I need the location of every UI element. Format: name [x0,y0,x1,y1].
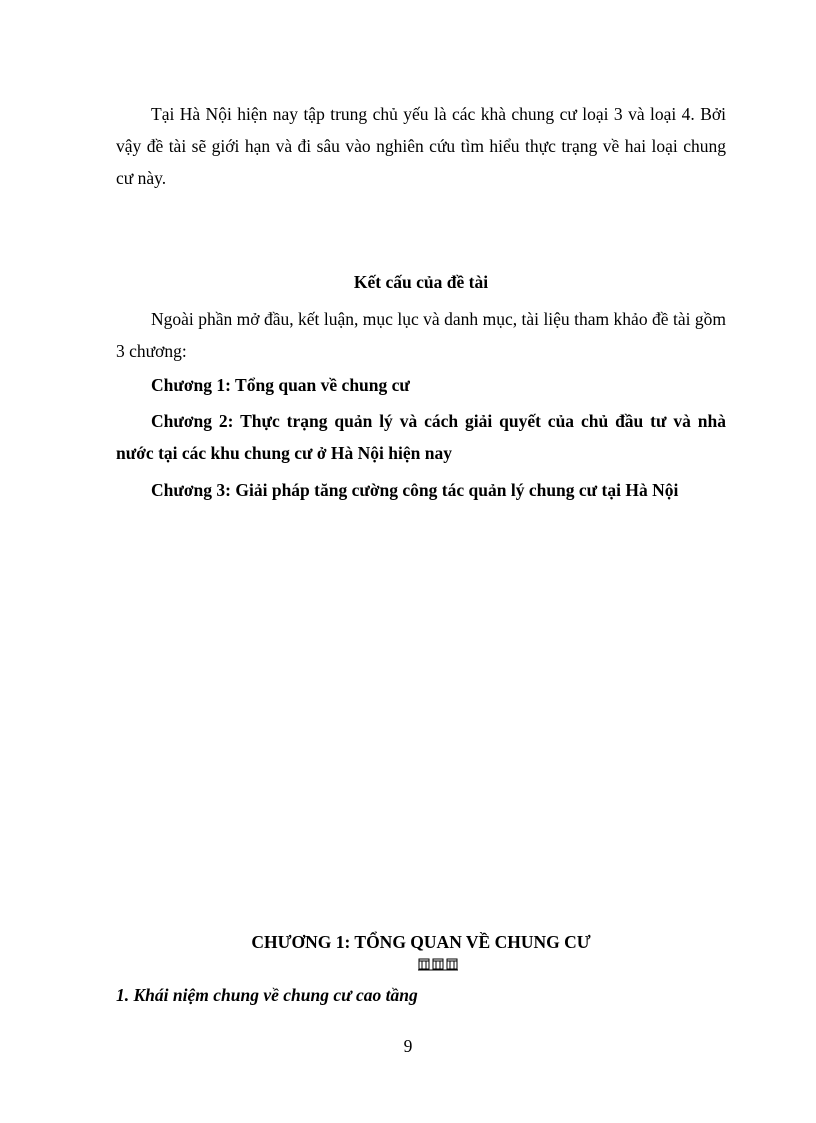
chapter-3-entry: Chương 3: Giải pháp tăng cường công tác quản lý chung cư tại Hà Nội [151,480,679,500]
section-title: 1. Khái niệm chung về chung cư cao tầng [116,985,418,1005]
chapter-2-entry: Chương 2: Thực trạng quản lý và cách giải quyết của chủ đầu tư và nhà nước tại các khu chung cư ở Hà Nội hiện nay [116,411,726,463]
chapter-title: CHƯƠNG 1: TỔNG QUAN VỀ CHUNG CƯ [251,932,591,952]
intro-paragraph: Tại Hà Nội hiện nay tập trung chủ yếu là các khà chung cư loại 3 và loại 4. Bởi vậy đề tài sẽ giới hạn và đi sâu vào nghiên cứu tìm hiểu thực trạng về hai loại chung cư này. [116,104,726,188]
page-number: 9 [403,1036,413,1056]
ornament-divider-icon [418,957,458,971]
chapter-1-entry: Chương 1: Tổng quan về chung cư [151,375,410,395]
structure-heading: Kết cấu của đề tài [353,272,489,292]
structure-paragraph: Ngoài phần mở đầu, kết luận, mục lục và danh mục, tài liệu tham khảo đề tài gồm 3 chương: [116,309,726,361]
